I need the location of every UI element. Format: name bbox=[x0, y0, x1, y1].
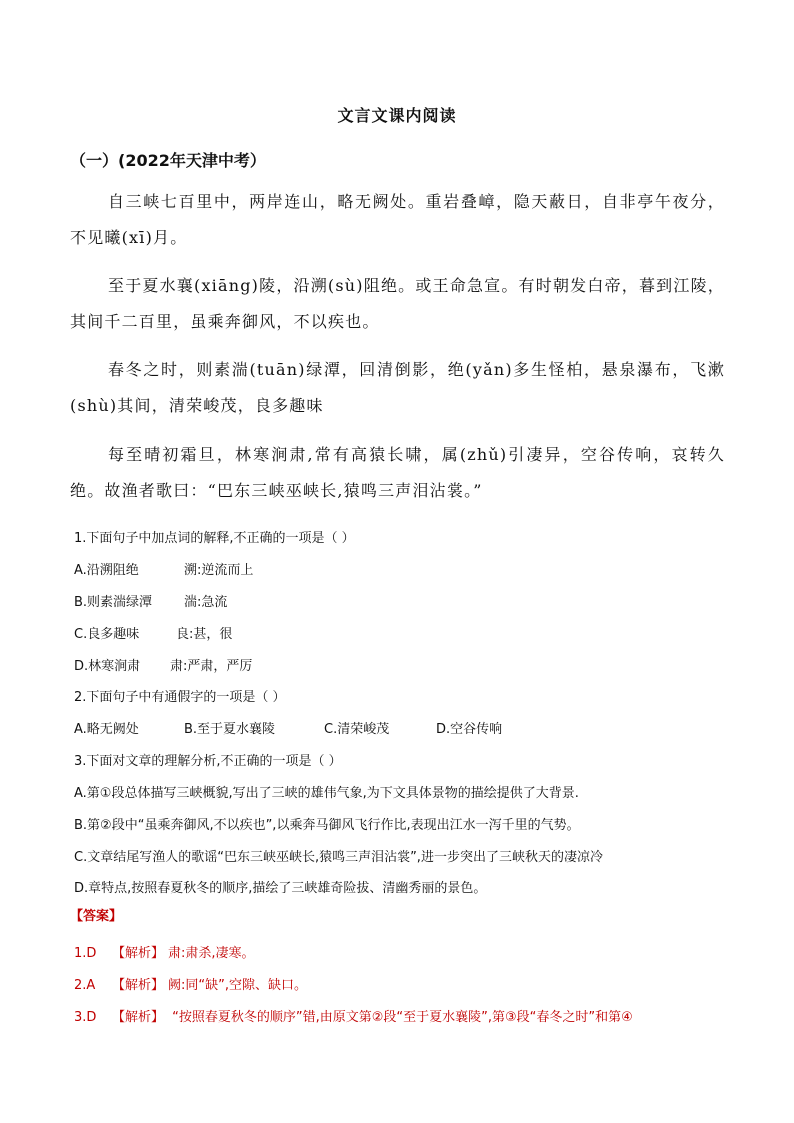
question-3-option-c: C.文章结尾写渔人的歌谣“巴东三峡巫峡长,猿鸣三声泪沾裳”,进一步突出了三峡秋天的凄凉冷 bbox=[74, 850, 603, 865]
answers-heading: 【答案】 bbox=[70, 909, 123, 924]
question-2-stem: 2.下面句子中有通假字的一项是（ ） bbox=[74, 690, 286, 705]
question-3-option-b: B.第②段中“虽乘奔御风,不以疾也”,以乘奔马御风飞行作比,表现出江水一泻千里的气势。 bbox=[74, 818, 580, 833]
answer-number: 1.D bbox=[74, 946, 97, 961]
page-title: 文言文课内阅读 bbox=[337, 106, 457, 125]
option-note: 湍:急流 bbox=[184, 595, 228, 610]
option-label: A.沿溯阻绝 bbox=[74, 563, 139, 578]
answer-1 bbox=[74, 942, 255, 961]
answer-number: 2.A bbox=[74, 978, 96, 993]
question-3-option-d: D.章特点,按照春夏秋冬的顺序,描绘了三峡雄奇险拔、清幽秀丽的景色。 bbox=[74, 881, 487, 896]
option-label: B.则素湍绿潭 bbox=[74, 595, 153, 610]
passage-paragraph-2: 至于夏水襄(xiāng)陵，沿溯(sù)阻绝。或王命急宣。有时朝发白帝，暮到江陵，其间千二百里，虽乘奔御风，不以疾也。 bbox=[70, 276, 725, 331]
section-heading: （一）(2022年天津中考） bbox=[70, 151, 266, 170]
question-2-options bbox=[74, 718, 502, 737]
answer-text: 肃:肃杀,凄寒。 bbox=[168, 946, 255, 961]
option-c: C.清荣峻茂 bbox=[324, 722, 390, 737]
passage-paragraph-1: 自三峡七百里中，两岸连山，略无阙处。重岩叠嶂，隐天蔽日，自非亭午夜分，不见曦(xī)月。 bbox=[70, 192, 725, 247]
question-1-option-d bbox=[74, 655, 252, 674]
option-d: D.空谷传响 bbox=[436, 722, 503, 737]
question-3-stem: 3.下面对文章的理解分析,不正确的一项是（ ） bbox=[74, 754, 342, 769]
answer-2 bbox=[74, 974, 307, 993]
answer-number: 3.D bbox=[74, 1010, 97, 1025]
question-1-option-a bbox=[74, 559, 253, 578]
option-label: D.林寒涧肃 bbox=[74, 659, 141, 674]
question-1-option-c bbox=[74, 623, 232, 642]
answer-3 bbox=[74, 1006, 633, 1025]
passage-paragraph-4: 每至晴初霜旦，林寒涧肃,常有高猿长啸，属(zhǔ)引凄异，空谷传响，哀转久绝。故渔者歌曰：“巴东三峡巫峡长,猿鸣三声泪沾裳。” bbox=[70, 445, 725, 500]
passage-paragraph-3: 春冬之时，则素湍(tuān)绿潭，回清倒影，绝(yǎn)多生怪柏，悬泉瀑布，飞漱(shù)其间，清荣峻茂，良多趣味 bbox=[70, 360, 725, 415]
answer-text: 阙:同“缺”,空隙、缺口。 bbox=[168, 978, 307, 993]
option-label: C.良多趣味 bbox=[74, 627, 140, 642]
question-1-stem: 1.下面句子中加点词的解释,不正确的一项是（ ） bbox=[74, 531, 355, 546]
option-b: B.至于夏水襄陵 bbox=[184, 722, 276, 737]
answer-tag: 【解析】 bbox=[112, 946, 165, 961]
question-3-option-a: A.第①段总体描写三峡概貌,写出了三峡的雄伟气象,为下文具体景物的描绘提供了大背景. bbox=[74, 786, 579, 801]
answer-tag: 【解析】 bbox=[112, 978, 165, 993]
question-1-option-b bbox=[74, 591, 227, 610]
option-note: 肃:严肃，严厉 bbox=[170, 659, 253, 674]
answer-tag: 【解析】 bbox=[112, 1010, 165, 1025]
answer-text: “按照春夏秋冬的顺序”错,由原文第②段“至于夏水襄陵”,第③段“春冬之时”和第④ bbox=[168, 1010, 633, 1025]
option-a: A.略无阙处 bbox=[74, 722, 139, 737]
option-note: 良:甚，很 bbox=[176, 627, 233, 642]
option-note: 溯:逆流而上 bbox=[184, 563, 254, 578]
